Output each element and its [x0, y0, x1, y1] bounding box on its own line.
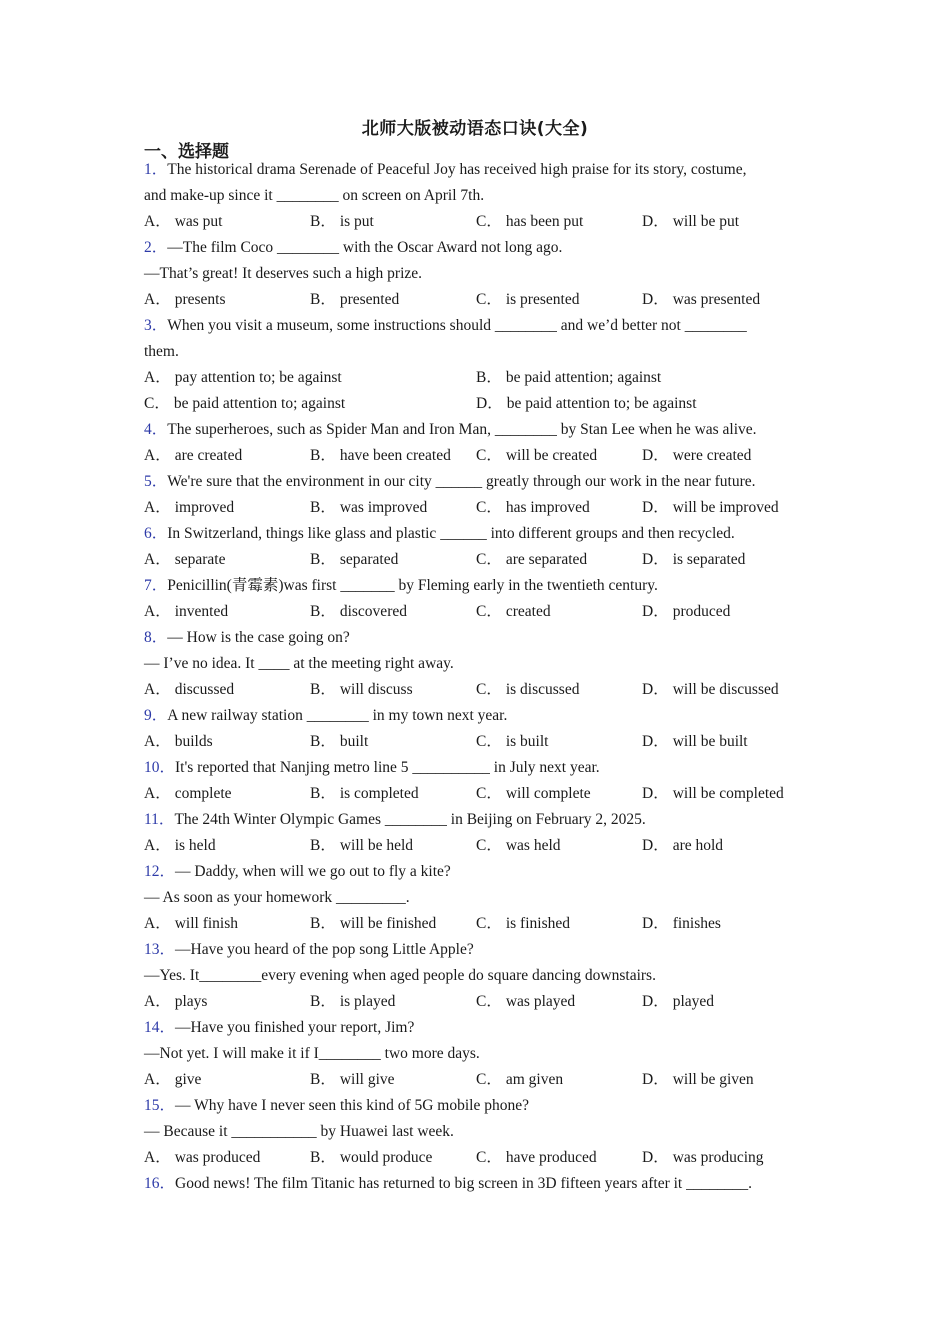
option-text: produced: [672, 603, 731, 620]
option-a: [144, 833, 310, 859]
option-letter: A．: [144, 785, 171, 802]
option-text: be paid attention; against: [505, 369, 662, 386]
option-letter: C．: [476, 733, 502, 750]
option-d: [642, 1067, 808, 1093]
option-c: [476, 443, 642, 469]
question-number: 1．: [144, 161, 168, 178]
option-letter: C．: [476, 785, 502, 802]
option-d: [642, 989, 808, 1015]
question-text: The historical drama Serenade of Peaceful Joy has received high praise for its story, costume,: [167, 161, 747, 178]
option-text: played: [672, 993, 715, 1010]
option-text: improved: [174, 499, 235, 516]
section-title: 一、选择题: [144, 142, 229, 162]
option-text: are separated: [505, 551, 588, 568]
option-row: [144, 547, 824, 573]
option-d: [642, 1145, 808, 1171]
option-letter: A．: [144, 1071, 171, 1088]
option-a: [144, 495, 310, 521]
option-b: [310, 209, 476, 235]
option-letter: A．: [144, 499, 171, 516]
option-b: [310, 989, 476, 1015]
option-a: [144, 599, 310, 625]
option-text: finishes: [672, 915, 721, 932]
question-number: 14．: [144, 1019, 176, 1036]
option-text: will complete: [505, 785, 591, 802]
option-text: presents: [174, 291, 226, 308]
option-d: [642, 677, 808, 703]
option-letter: D．: [642, 785, 669, 802]
option-text: is finished: [505, 915, 570, 932]
question-text: —That’s great! It deserves such a high prize.: [144, 265, 423, 282]
option-letter: D．: [642, 1149, 669, 1166]
option-a: [144, 677, 310, 703]
option-a: [144, 989, 310, 1015]
question-text: — I’ve no idea. It ____ at the meeting right away.: [144, 655, 454, 672]
option-text: is held: [174, 837, 216, 854]
option-a: [144, 781, 310, 807]
option-letter: D．: [642, 603, 669, 620]
option-text: has been put: [505, 213, 584, 230]
option-text: give: [174, 1071, 202, 1088]
option-letter: B．: [310, 291, 336, 308]
question-text: —The film Coco ________ with the Oscar Award not long ago.: [167, 239, 563, 256]
option-letter: A．: [144, 213, 171, 230]
question-text: The 24th Winter Olympic Games ________ in Beijing on February 2, 2025.: [174, 811, 646, 828]
option-letter: C．: [476, 1071, 502, 1088]
option-text: complete: [174, 785, 232, 802]
question-7: [144, 573, 824, 625]
option-b: [310, 495, 476, 521]
option-text: was presented: [672, 291, 761, 308]
option-row: [144, 391, 824, 417]
option-d: [642, 729, 808, 755]
question-stem-continued: [144, 339, 824, 365]
option-text: has improved: [505, 499, 590, 516]
option-a: [144, 287, 310, 313]
option-row: [144, 911, 824, 937]
option-row: [144, 1145, 824, 1171]
option-letter: B．: [310, 993, 336, 1010]
option-letter: A．: [144, 993, 171, 1010]
question-stem-continued: [144, 1041, 824, 1067]
option-d: [642, 781, 808, 807]
option-a: [144, 911, 310, 937]
option-a: [144, 1067, 310, 1093]
option-text: would produce: [339, 1149, 433, 1166]
option-a: [144, 729, 310, 755]
option-letter: A．: [144, 551, 171, 568]
question-number: 16．: [144, 1175, 176, 1192]
option-d: [642, 287, 808, 313]
option-text: invented: [174, 603, 229, 620]
option-c: [476, 599, 642, 625]
option-c: [144, 391, 476, 417]
option-a: [144, 209, 310, 235]
question-text: Good news! The film Titanic has returned to big screen in 3D fifteen years after it ________.: [175, 1175, 752, 1192]
option-text: were created: [672, 447, 752, 464]
option-b: [310, 781, 476, 807]
option-letter: B．: [310, 1071, 336, 1088]
question-stem: [144, 573, 824, 599]
question-number: 11．: [144, 811, 175, 828]
option-letter: A．: [144, 1149, 171, 1166]
option-letter: B．: [310, 213, 336, 230]
option-c: [476, 781, 642, 807]
question-stem: [144, 235, 824, 261]
question-text: —Not yet. I will make it if I________ two more days.: [144, 1045, 480, 1062]
question-stem: [144, 625, 824, 651]
question-stem-continued: [144, 963, 824, 989]
option-letter: A．: [144, 369, 171, 386]
question-stem: [144, 417, 824, 443]
option-letter: A．: [144, 681, 171, 698]
option-letter: B．: [476, 369, 502, 386]
option-text: be paid attention to; be against: [506, 395, 697, 412]
option-text: separate: [174, 551, 226, 568]
option-text: is presented: [505, 291, 580, 308]
option-letter: B．: [310, 447, 336, 464]
option-text: are hold: [672, 837, 724, 854]
question-text: — As soon as your homework _________.: [144, 889, 410, 906]
question-5: [144, 469, 824, 521]
question-text: A new railway station ________ in my town next year.: [167, 707, 508, 724]
option-letter: B．: [310, 499, 336, 516]
option-letter: A．: [144, 837, 171, 854]
option-text: will be improved: [672, 499, 779, 516]
question-10: [144, 755, 824, 807]
option-c: [476, 677, 642, 703]
option-letter: A．: [144, 291, 171, 308]
option-letter: C．: [476, 603, 502, 620]
question-text: It's reported that Nanjing metro line 5 __________ in July next year.: [175, 759, 600, 776]
option-row: [144, 677, 824, 703]
question-stem: [144, 313, 824, 339]
question-stem: [144, 859, 824, 885]
option-b: [310, 833, 476, 859]
option-c: [476, 989, 642, 1015]
option-letter: C．: [476, 213, 502, 230]
option-text: plays: [174, 993, 208, 1010]
document-title: 北师大版被动语态口诀(大全): [361, 119, 589, 139]
option-letter: C．: [476, 915, 502, 932]
option-row: [144, 781, 824, 807]
option-b: [310, 547, 476, 573]
question-text: — Daddy, when will we go out to fly a kite?: [175, 863, 451, 880]
question-number: 5．: [144, 473, 168, 490]
option-letter: D．: [642, 733, 669, 750]
option-text: pay attention to; be against: [174, 369, 342, 386]
option-row: [144, 495, 824, 521]
question-text: Penicillin(青霉素)was first _______ by Fleming early in the twentieth century.: [167, 577, 658, 594]
question-stem: [144, 755, 824, 781]
option-a: [144, 443, 310, 469]
question-stem: [144, 157, 824, 183]
option-letter: A．: [144, 447, 171, 464]
question-stem: [144, 703, 824, 729]
option-text: will be built: [672, 733, 748, 750]
option-letter: D．: [642, 837, 669, 854]
option-a: [144, 1145, 310, 1171]
question-text: them.: [144, 343, 179, 360]
option-text: will be created: [505, 447, 598, 464]
question-number: 12．: [144, 863, 176, 880]
option-text: discovered: [339, 603, 407, 620]
option-text: will discuss: [339, 681, 413, 698]
question-stem: [144, 521, 824, 547]
option-text: is separated: [672, 551, 746, 568]
question-stem-continued: [144, 651, 824, 677]
option-text: presented: [339, 291, 400, 308]
option-c: [476, 209, 642, 235]
question-number: 15．: [144, 1097, 176, 1114]
question-stem-continued: [144, 885, 824, 911]
option-letter: B．: [310, 733, 336, 750]
question-text: and make-up since it ________ on screen on April 7th.: [144, 187, 485, 204]
question-text: In Switzerland, things like glass and plastic ______ into different groups and then recycled.: [167, 525, 735, 542]
question-number: 3．: [144, 317, 168, 334]
question-text: — Because it ___________ by Huawei last week.: [144, 1123, 454, 1140]
option-text: will be put: [672, 213, 740, 230]
question-number: 8．: [144, 629, 168, 646]
option-letter: C．: [476, 681, 502, 698]
option-text: will be finished: [339, 915, 437, 932]
option-text: will give: [339, 1071, 395, 1088]
option-letter: A．: [144, 603, 171, 620]
option-letter: B．: [310, 603, 336, 620]
option-text: have produced: [505, 1149, 597, 1166]
option-b: [310, 287, 476, 313]
question-number: 9．: [144, 707, 168, 724]
option-text: was played: [505, 993, 576, 1010]
question-6: [144, 521, 824, 573]
option-row: [144, 599, 824, 625]
option-letter: B．: [310, 681, 336, 698]
option-text: is discussed: [505, 681, 580, 698]
question-12: [144, 859, 824, 937]
option-text: am given: [505, 1071, 564, 1088]
option-letter: D．: [642, 993, 669, 1010]
option-b: [310, 443, 476, 469]
option-text: was improved: [339, 499, 428, 516]
option-text: was produced: [174, 1149, 261, 1166]
question-stem-continued: [144, 183, 824, 209]
option-d: [642, 833, 808, 859]
question-15: [144, 1093, 824, 1171]
question-stem: [144, 937, 824, 963]
question-number: 7．: [144, 577, 168, 594]
option-c: [476, 1145, 642, 1171]
option-letter: D．: [642, 551, 669, 568]
option-text: is built: [505, 733, 549, 750]
option-text: will be held: [339, 837, 414, 854]
option-letter: D．: [642, 681, 669, 698]
option-letter: D．: [642, 499, 669, 516]
option-letter: C．: [476, 499, 502, 516]
option-letter: B．: [310, 915, 336, 932]
question-text: — Why have I never seen this kind of 5G mobile phone?: [175, 1097, 529, 1114]
option-text: have been created: [339, 447, 451, 464]
option-c: [476, 729, 642, 755]
option-text: will be completed: [672, 785, 784, 802]
option-letter: D．: [642, 915, 669, 932]
option-text: separated: [339, 551, 399, 568]
question-1: [144, 157, 824, 235]
question-8: [144, 625, 824, 703]
option-b: [476, 365, 808, 391]
option-letter: A．: [144, 915, 171, 932]
option-text: was put: [174, 213, 223, 230]
option-c: [476, 547, 642, 573]
question-number: 13．: [144, 941, 176, 958]
question-stem-continued: [144, 1119, 824, 1145]
option-letter: A．: [144, 733, 171, 750]
question-2: [144, 235, 824, 313]
option-a: [144, 547, 310, 573]
option-b: [310, 729, 476, 755]
option-row: [144, 443, 824, 469]
option-b: [310, 911, 476, 937]
question-number: 2．: [144, 239, 168, 256]
option-c: [476, 911, 642, 937]
option-letter: B．: [310, 837, 336, 854]
option-b: [310, 599, 476, 625]
option-d: [642, 209, 808, 235]
option-c: [476, 833, 642, 859]
option-text: built: [339, 733, 369, 750]
option-text: was producing: [672, 1149, 764, 1166]
option-letter: C．: [476, 993, 502, 1010]
option-text: builds: [174, 733, 213, 750]
option-letter: C．: [144, 395, 170, 412]
option-text: will be discussed: [672, 681, 779, 698]
question-text: The superheroes, such as Spider Man and Iron Man, ________ by Stan Lee when he was alive.: [167, 421, 757, 438]
question-number: 10．: [144, 759, 176, 776]
option-letter: D．: [642, 447, 669, 464]
option-letter: D．: [642, 291, 669, 308]
question-list: [144, 157, 824, 1197]
question-3: [144, 313, 824, 417]
question-text: —Have you heard of the pop song Little Apple?: [175, 941, 474, 958]
question-stem: [144, 1093, 824, 1119]
option-row: [144, 365, 824, 391]
question-number: 6．: [144, 525, 168, 542]
option-text: created: [505, 603, 551, 620]
option-c: [476, 287, 642, 313]
option-b: [310, 1145, 476, 1171]
option-d: [642, 547, 808, 573]
question-stem: [144, 1171, 824, 1197]
option-d: [642, 443, 808, 469]
question-14: [144, 1015, 824, 1093]
option-letter: B．: [310, 1149, 336, 1166]
question-stem: [144, 807, 824, 833]
option-letter: C．: [476, 1149, 502, 1166]
option-letter: D．: [642, 1071, 669, 1088]
option-letter: D．: [476, 395, 503, 412]
option-row: [144, 833, 824, 859]
option-text: is played: [339, 993, 396, 1010]
question-16: [144, 1171, 824, 1197]
option-row: [144, 287, 824, 313]
option-text: will be given: [672, 1071, 754, 1088]
question-text: When you visit a museum, some instructions should ________ and we’d better not ________: [167, 317, 747, 334]
option-a: [144, 365, 476, 391]
option-text: is completed: [339, 785, 419, 802]
question-text: — How is the case going on?: [167, 629, 350, 646]
question-stem-continued: [144, 261, 824, 287]
question-number: 4．: [144, 421, 168, 438]
option-c: [476, 1067, 642, 1093]
option-letter: C．: [476, 447, 502, 464]
option-c: [476, 495, 642, 521]
option-b: [310, 1067, 476, 1093]
option-text: was held: [505, 837, 561, 854]
question-stem: [144, 469, 824, 495]
option-d: [642, 495, 808, 521]
option-d: [476, 391, 808, 417]
option-text: be paid attention to; against: [173, 395, 346, 412]
option-d: [642, 599, 808, 625]
question-text: —Have you finished your report, Jim?: [175, 1019, 415, 1036]
question-text: We're sure that the environment in our city ______ greatly through our work in the near future.: [167, 473, 756, 490]
option-letter: C．: [476, 291, 502, 308]
option-d: [642, 911, 808, 937]
option-row: [144, 989, 824, 1015]
question-stem: [144, 1015, 824, 1041]
question-text: —Yes. It________every evening when aged people do square dancing downstairs.: [144, 967, 656, 984]
option-letter: B．: [310, 551, 336, 568]
question-4: [144, 417, 824, 469]
question-11: [144, 807, 824, 859]
option-text: will finish: [174, 915, 238, 932]
option-b: [310, 677, 476, 703]
option-text: discussed: [174, 681, 235, 698]
question-13: [144, 937, 824, 1015]
option-text: is put: [339, 213, 374, 230]
option-letter: D．: [642, 213, 669, 230]
option-letter: C．: [476, 837, 502, 854]
option-row: [144, 729, 824, 755]
question-9: [144, 703, 824, 755]
option-letter: B．: [310, 785, 336, 802]
option-row: [144, 1067, 824, 1093]
option-letter: C．: [476, 551, 502, 568]
option-row: [144, 209, 824, 235]
option-text: are created: [174, 447, 243, 464]
